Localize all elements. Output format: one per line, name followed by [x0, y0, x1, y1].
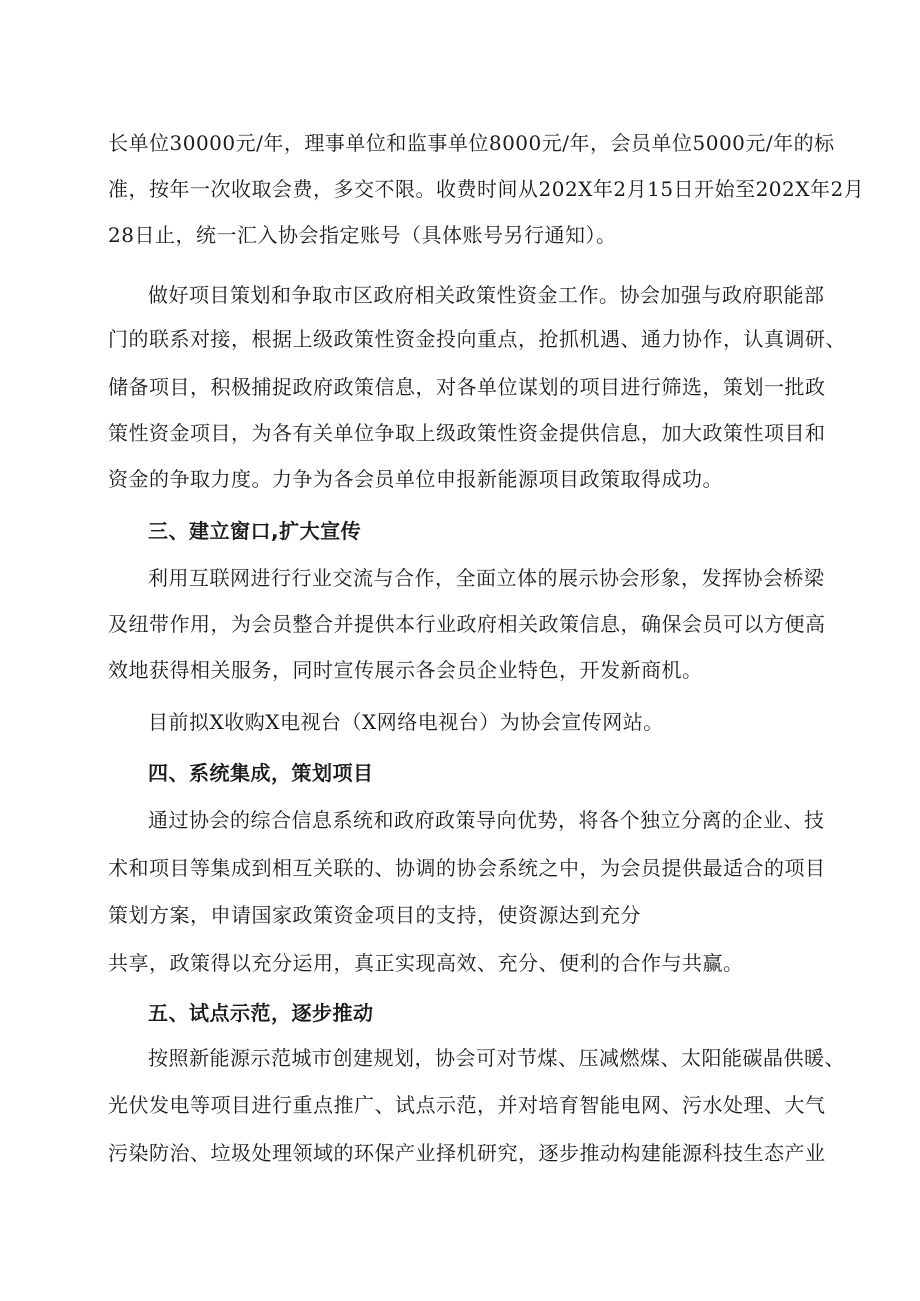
paragraph-line: 利用互联网进行行业交流与合作，全面立体的展示协会形象，发挥协会桥梁 [148, 566, 825, 590]
section-heading-5: 五、试点示范，逐步推动 [148, 1001, 374, 1025]
paragraph-line: 光伏发电等项目进行重点推广、试点示范，并对培育智能电网、污水处理、大气 [108, 1093, 826, 1117]
paragraph-line: 策划方案，申请国家政策资金项目的支持，使资源达到充分 [108, 903, 641, 927]
paragraph-line: 资金的争取力度。力争为各会员单位申报新能源项目政策取得成功。 [108, 467, 723, 491]
paragraph-line: 术和项目等集成到相互关联的、协调的协会系统之中，为会员提供最适合的项目 [108, 856, 826, 880]
section-heading-3: 三、建立窗口,扩大宣传 [148, 519, 362, 543]
paragraph-line: 按照新能源示范城市创建规划，协会可对节煤、压减燃煤、太阳能碳晶供暖、 [148, 1046, 845, 1070]
paragraph-line: 策性资金项目，为各有关单位争取上级政策性资金提供信息，加大政策性项目和 [108, 421, 826, 445]
paragraph-line: 污染防治、垃圾处理领域的环保产业择机研究，逐步推动构建能源科技生态产业 [108, 1141, 826, 1165]
paragraph-line: 准，按年一次收取会费，多交不限。收费时间从202X年2月15日开始至202X年2月 [108, 177, 865, 201]
paragraph-line: 目前拟X收购X电视台（X网络电视台）为协会宣传网站。 [148, 710, 664, 734]
paragraph-line: 共享，政策得以充分运用，真正实现高效、充分、便利的合作与共赢。 [108, 951, 744, 975]
paragraph-line: 效地获得相关服务，同时宣传展示各会员企业特色，开发新商机。 [108, 658, 703, 682]
paragraph-line: 通过协会的综合信息系统和政府政策导向优势，将各个独立分离的企业、技 [148, 808, 825, 832]
paragraph-line: 及纽带作用，为会员整合并提供本行业政府相关政策信息，确保会员可以方便高 [108, 612, 826, 636]
paragraph-line: 做好项目策划和争取市区政府相关政策性资金工作。协会加强与政府职能部 [148, 283, 825, 307]
paragraph-line: 长单位30000元/年，理事单位和监事单位8000元/年，会员单位5000元/年的标 [108, 131, 835, 155]
paragraph-line: 28日止，统一汇入协会指定账号（具体账号另行通知）。 [108, 223, 617, 247]
paragraph-line: 门的联系对接，根据上级政策性资金投向重点，抢抓机遇、通力协作，认真调研、 [108, 327, 846, 351]
section-heading-4: 四、系统集成，策划项目 [148, 761, 374, 785]
paragraph-line: 储备项目，积极捕捉政府政策信息，对各单位谋划的项目进行筛选，策划一批政 [108, 375, 826, 399]
